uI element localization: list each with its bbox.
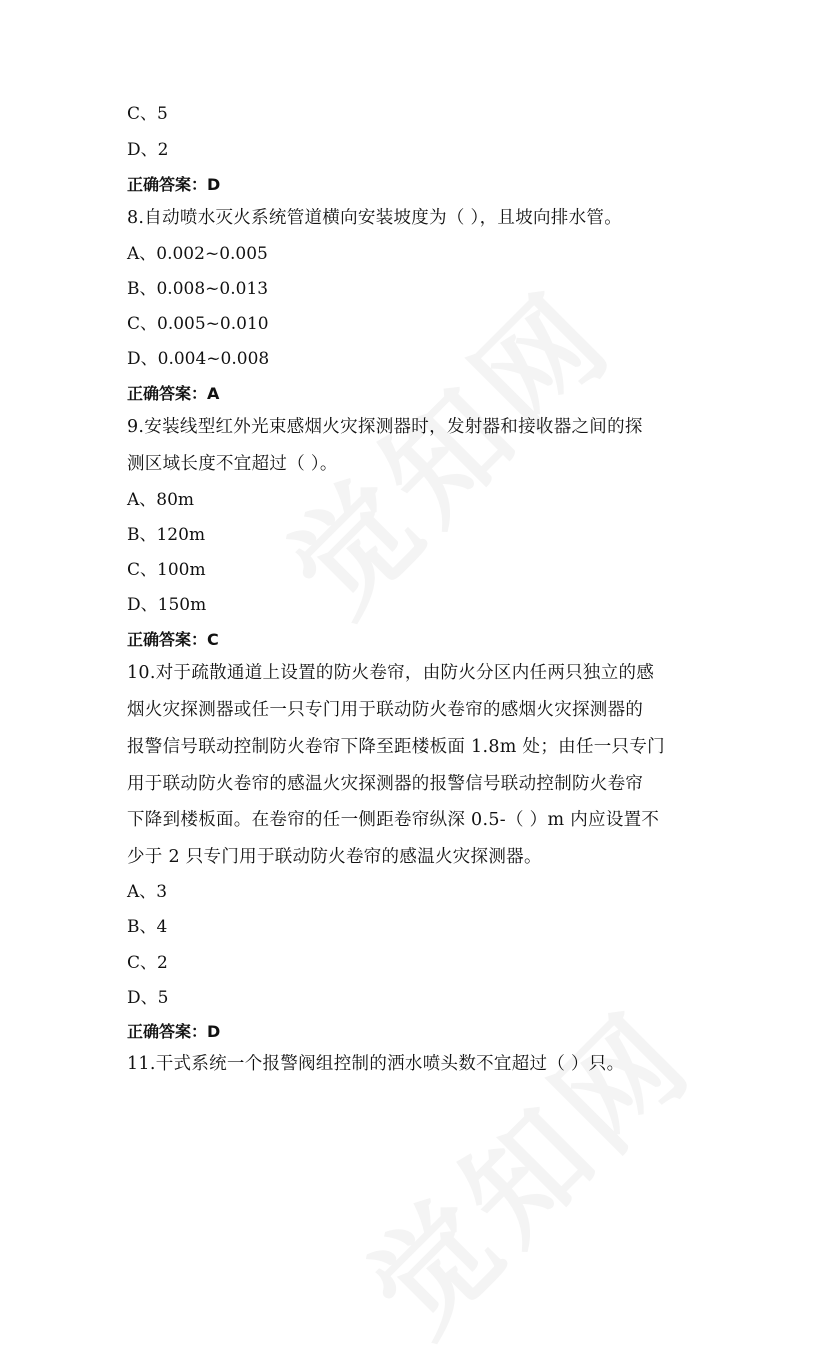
correct-answer: 正确答案：D	[127, 175, 221, 194]
watermark	[246, 247, 643, 644]
option-b: B、4	[127, 917, 168, 937]
option-d: D、150m	[127, 595, 207, 615]
option-b: B、120m	[127, 525, 206, 545]
option-b: B、0.008~0.013	[127, 279, 269, 299]
option-d: D、5	[127, 988, 169, 1008]
option-c: C、100m	[127, 560, 206, 580]
question-text: 11.干式系统一个报警阀组控制的洒水喷头数不宜超过（ ）只。	[127, 1054, 625, 1074]
option-a: A、0.002~0.005	[127, 244, 268, 264]
option-c: C、0.005~0.010	[127, 314, 269, 334]
correct-answer: 正确答案：D	[127, 1022, 221, 1041]
question-text: 下降到楼板面。在卷帘的任一侧距卷帘纵深 0.5-（ ）m 内应设置不	[127, 810, 660, 830]
option-c: C、5	[127, 104, 168, 124]
question-text: 9.安装线型红外光束感烟火灾探测器时，发射器和接收器之间的探	[127, 417, 643, 437]
watermark	[326, 967, 723, 1364]
option-a: A、3	[127, 882, 168, 902]
option-d: D、0.004~0.008	[127, 349, 270, 369]
question-text: 用于联动防火卷帘的感温火灾探测器的报警信号联动控制防火卷帘	[127, 774, 644, 794]
question-text: 烟火灾探测器或任一只专门用于联动防火卷帘的感烟火灾探测器的	[127, 700, 644, 720]
option-c: C、2	[127, 953, 168, 973]
question-text: 报警信号联动控制防火卷帘下降至距楼板面 1.8m 处；由任一只专门	[127, 737, 665, 757]
question-text: 测区域长度不宜超过（ ）。	[127, 454, 338, 474]
question-text: 8.自动喷水灭火系统管道横向安装坡度为（ ），且坡向排水管。	[127, 208, 623, 228]
question-text: 少于 2 只专门用于联动防火卷帘的感温火灾探测器。	[127, 847, 542, 867]
option-a: A、80m	[127, 490, 195, 510]
question-text: 10.对于疏散通道上设置的防火卷帘，由防火分区内任两只独立的感	[127, 663, 655, 683]
correct-answer: 正确答案：A	[127, 384, 220, 403]
correct-answer: 正确答案：C	[127, 630, 219, 649]
option-d: D、2	[127, 140, 169, 160]
